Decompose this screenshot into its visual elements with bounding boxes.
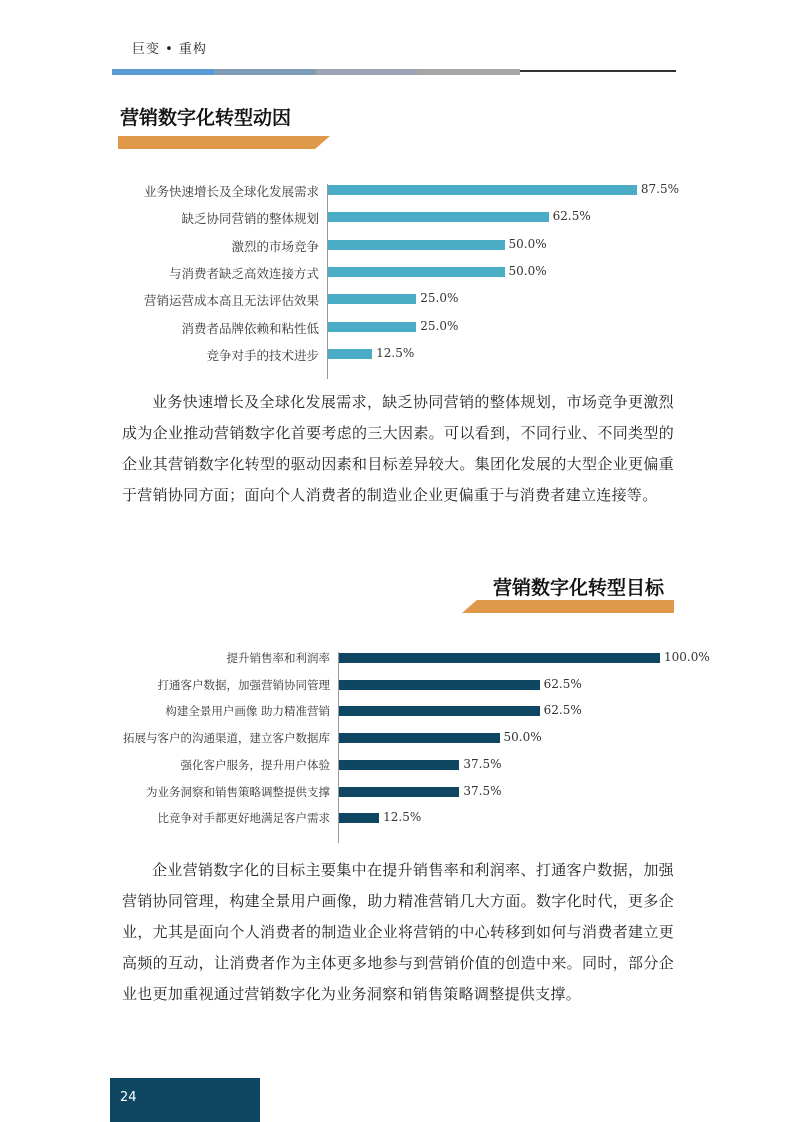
chart2-category-label: 构建全景用户画像 助力精准营销 [165,704,330,719]
chart1-value-label: 87.5% [640,182,679,196]
page-number: 24 [120,1090,137,1105]
chart1-value-label: 50.0% [508,236,547,251]
chart2-category-label: 强化客户服务，提升用户体验 [180,757,330,772]
section1-title: 营销数字化转型动因 [120,107,292,129]
chart1-category-label: 激烈的市场竞争 [231,238,319,254]
chart2-bar [339,706,540,716]
chart1-category-label: 营销运营成本高且无法评估效果 [143,293,319,309]
chart1-value-label: 25.0% [420,318,459,333]
paragraph-drivers: 业务快速增长及全球化发展需求，缺乏协同营销的整体规划，市场竞争更激烈成为企业推动营销数字化首要考虑的三大因素。可以看到，不同行业、不同类型的企业其营销数字化转型的驱动因素和目标差异较大。集团化发展的大型企业更偏重于营销协同方面；面向个人消费者的制造业企业更偏重于与消费者建立连接等。 [122,393,674,504]
chart2-category-label: 提升销售率和利润率 [226,651,330,665]
chart1-category-label: 与消费者缺乏高效连接方式 [168,265,319,281]
chart2-bar [339,787,459,797]
chart2-category-label: 拓展与客户的沟通渠道，建立客户数据库 [123,731,330,746]
section2-title: 营销数字化转型目标 [493,577,665,599]
chart1-category-label: 消费者品牌依赖和粘性低 [181,320,319,336]
chart1-category-label: 业务快速增长及全球化发展需求 [143,184,319,199]
chart2-category-label: 为业务洞察和销售策略调整提供支撑 [146,784,330,799]
chart2-bar [339,813,379,823]
paragraph-goals: 企业营销数字化的目标主要集中在提升销售率和利润率、打通客户数据，加强营销协同管理，构建全景用户画像，助力精准营销几大方面。数字化时代，更多企业，尤其是面向个人消费者的制造业企业将营销的中心转移到如何与消费者建立更高频的互动，让消费者作为主体更多地参与到营销价值的创造中来。同时，部分企业也更加重视通过营销数字化为业务洞察和销售策略调整提供支撑。 [122,861,674,1003]
chart2-value-label: 50.0% [503,730,542,745]
chart1-value-label: 12.5% [376,345,415,360]
chart1-value-label: 25.0% [420,291,459,306]
chart2-bar [339,733,500,743]
chart2-bar [339,653,660,663]
chart2-value-label: 12.5% [383,810,422,825]
chart1-value-label: 50.0% [508,263,547,278]
chart2-category-label: 比竞争对手都更好地满足客户需求 [157,811,330,826]
chart2-value-label: 37.5% [463,783,502,798]
chart2-value-label: 62.5% [543,676,582,691]
chart2-value-label: 62.5% [543,703,582,718]
chart2-value-label: 37.5% [463,756,502,771]
chart2-bar [339,680,540,690]
chart1-category-label: 竞争对手的技术进步 [206,347,319,363]
chart2-bar [339,760,459,770]
chart2-value-label: 100.0% [664,650,710,664]
chart1-category-label: 缺乏协同营销的整体规划 [181,211,319,227]
chart2-category-label: 打通客户数据，加强营销协同管理 [157,677,330,692]
chart1-value-label: 62.5% [552,209,591,224]
header-title: 巨变 • 重构 [132,42,207,57]
